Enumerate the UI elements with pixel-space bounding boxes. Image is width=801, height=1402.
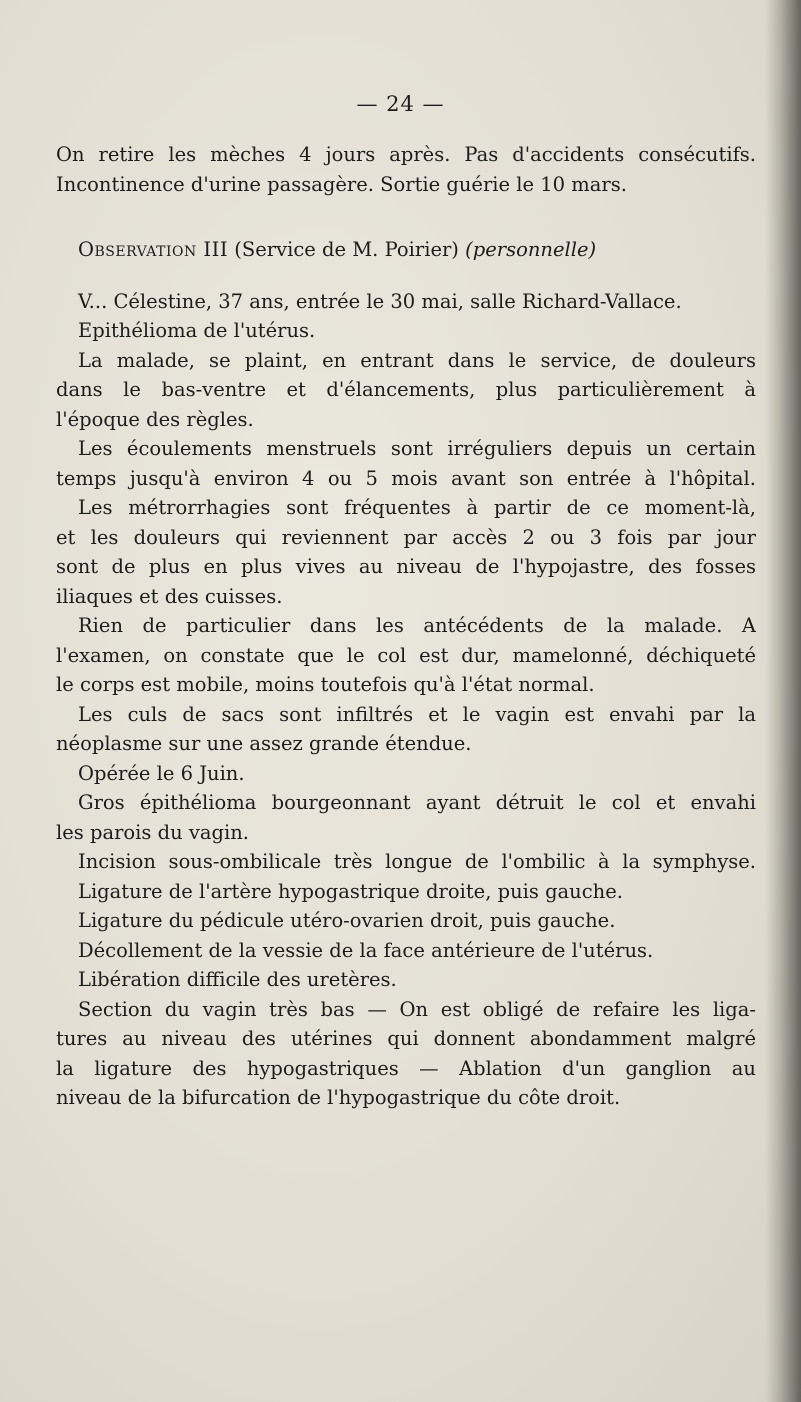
text-line: Epithélioma de l'utérus. — [78, 319, 316, 342]
observation-label: Observation III — [78, 238, 229, 261]
text-line: Gros épithélioma bourgeonnant ayant détruit le col et envahi — [78, 791, 756, 814]
text-line: dans le bas-ventre et d'élancements, plus particulièrement à — [56, 378, 756, 401]
text-line: Opérée le 6 Juin. — [78, 761, 245, 785]
page-text — [56, 140, 756, 1113]
text-line: Décollement de la vessie de la face antérieure de l'utérus. — [78, 938, 654, 962]
page-binding-edge — [765, 0, 801, 1402]
text-line: V... Célestine, 37 ans, entrée le 30 mai, salle Richard-Vallace. — [78, 289, 682, 313]
text-line: les parois du vagin. — [56, 820, 249, 844]
observation-heading — [56, 235, 756, 265]
text-line: On retire les mèches 4 jours après. Pas d'accidents consécutifs. — [56, 143, 756, 166]
text-line: Ligature de l'artère hypogastrique droite, puis gauche. — [78, 879, 623, 903]
text-line: niveau de la bifurcation de l'hypogastrique du côte droit. — [56, 1086, 621, 1109]
text-line: Section du vagin très bas — On est obligé de refaire les liga- — [78, 997, 756, 1021]
text-line: Les écoulements menstruels sont irréguliers depuis un certain — [78, 437, 756, 460]
text-line: néoplasme sur une assez grande étendue. — [56, 732, 472, 755]
text-line: La malade, se plaint, en entrant dans le service, de douleurs — [78, 348, 756, 372]
text-line: l'examen, on constate que le col est dur, mamelonné, déchiqueté — [56, 643, 756, 667]
text-line: Les culs de sacs sont infiltrés et le vagin est envahi par la — [78, 702, 756, 726]
text-line: le corps est mobile, moins toutefois qu'à l'état normal. — [56, 673, 595, 696]
page-number: — 24 — — [356, 92, 445, 116]
text-line: Les métrorrhagies sont fréquentes à partir de ce moment-là, — [78, 496, 756, 519]
observation-service: (Service de M. Poirier) — [234, 238, 459, 261]
text-line: Rien de particulier dans les antécédents de la malade. A — [78, 614, 756, 637]
text-line: Ligature du pédicule utéro-ovarien droit, puis gauche. — [78, 909, 616, 932]
text-line: tures au niveau des utérines qui donnent abondamment malgré — [56, 1027, 756, 1050]
text-line: l'époque des règles. — [56, 407, 254, 431]
text-line: la ligature des hypogastriques — Ablation d'un ganglion au — [56, 1056, 756, 1080]
text-line: Incontinence d'urine passagère. Sortie guérie le 10 mars. — [56, 172, 627, 196]
text-line: Libération difficile des uretères. — [78, 968, 397, 991]
text-line: Incision sous-ombilicale très longue de l'ombilic à la symphyse. — [78, 850, 756, 873]
observation-type: (personnelle) — [465, 238, 597, 261]
text-line: et les douleurs qui reviennent par accès 2 ou 3 fois par jour — [56, 525, 756, 549]
text-line: temps jusqu'à environ 4 ou 5 mois avant son entrée à l'hôpital. — [56, 466, 756, 490]
text-line: sont de plus en plus vives au niveau de l'hypojastre, des fosses — [56, 555, 756, 578]
text-line: iliaques et des cuisses. — [56, 584, 283, 608]
